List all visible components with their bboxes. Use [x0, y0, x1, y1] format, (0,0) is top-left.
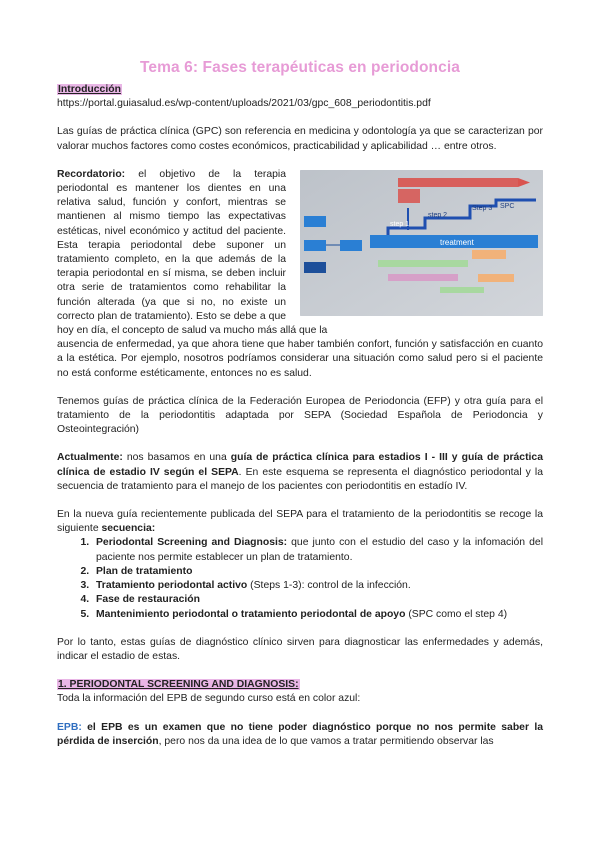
list-item-bold: Fase de restauración — [96, 594, 200, 606]
section1-subtitle: Toda la información del EPB de segundo curso está en color azul: — [57, 693, 361, 705]
list-item — [92, 536, 543, 564]
nueva-text: En la nueva guía recientemente publicada del SEPA para el tratamiento de la periodontitis se recoge la siguiente — [57, 509, 543, 535]
step3-label: Step 3 — [472, 204, 493, 212]
step1-label: step 1 — [390, 220, 410, 228]
actual-label: Actualmente: — [57, 452, 123, 464]
paragraph-nueva-guia — [57, 508, 543, 536]
list-item — [92, 565, 543, 579]
paragraph-por-lo-tanto: Por lo tanto, estas guías de diagnóstico clínico sirven para diagnosticar las enfermedades y además, indicar el estadio de estas. — [57, 636, 543, 662]
recordatorio-text: el objetivo de la terapia periodontal es mantener los dientes en una relativa salud, función y confort, mientras se mantienen al mismo tiempo las expectativas estéticas, nivel económico y actitud del paciente. Esta terapia periodontal debe suponer un tratamiento completo, en la que además de la terapia periodontal en sí misma, se deben incluir otra serie de tratamientos como rehabilitar la función alterada (ya que si no, no existe un correcto plan de tratamiento). Esto se debe a que hoy en día, el concepto de salud va mucho más allá que la — [57, 168, 328, 337]
document-page — [57, 58, 543, 749]
actual-bold: guía de práctica clínica para estadios I - III y guía de práctica clínica de estadio IV según el SEPA — [57, 452, 543, 478]
list-item — [92, 608, 543, 622]
spc-label: SPC — [500, 202, 515, 210]
nueva-bold: secuencia: — [101, 523, 156, 535]
section1-heading: 1. PERIODONTAL SCREENING AND DIAGNOSIS: — [58, 679, 299, 691]
list-item-bold: Mantenimiento periodontal o tratamiento periodontal de apoyo — [96, 608, 406, 620]
treatment-label: treatment — [440, 237, 474, 247]
intro-heading: Introducción — [58, 84, 121, 95]
list-item-text: que junto con el estudio del caso y la infomación del paciente nos permite establecer un plan de tratamiento. — [96, 537, 543, 563]
list-item — [92, 579, 543, 593]
list-item-bold: Periodontal Screening and Diagnosis: — [96, 537, 288, 549]
recordatorio-label: Recordatorio: — [57, 168, 126, 180]
paragraph-actualmente — [57, 451, 543, 494]
step2-label: step 2 — [428, 211, 448, 219]
list-item-text: (SPC como el step 4) — [405, 608, 508, 620]
epb-bold: el EPB es un examen que no tiene poder diagnóstico porque no nos permite saber la pérdida de inserción — [57, 721, 543, 747]
treatment-diagram — [300, 170, 543, 316]
intro-url[interactable]: https://portal.guiasalud.es/wp-content/uploads/2021/03/gpc_608_periodontitis.pdf — [57, 98, 431, 110]
recordatorio-block — [57, 168, 543, 381]
list-item-bold: Plan de tratamiento — [96, 565, 193, 577]
actual-text-2: . En este esquema se representa el diagnóstico periodontal y la secuencia de tratamiento para el manejo de los pacientes con periodontitis en estadío IV. — [57, 466, 543, 492]
paragraph-epb — [57, 721, 543, 749]
epb-text: , pero nos da una idea de lo que vamos a tratar permitiendo observar las — [158, 735, 494, 747]
list-item — [92, 593, 543, 607]
paragraph-guias: Las guías de práctica clínica (GPC) son referencia en medicina y odontología ya que se caracterizan por valorar muchos factores como costes económicos, practicabilidad y aplicabilidad … entre otros. — [57, 126, 543, 152]
list-item-text: (Steps 1-3): control de la infección. — [247, 580, 411, 592]
paragraph-efp: Tenemos guías de práctica clínica de la Federación Europea de Periodoncia (EFP) y otra guía para el tratamiento de la periodontitis adaptada por SEPA (Sociedad Española de Periodoncia y Osteointegración) — [57, 395, 543, 436]
recordatorio-continuation: ausencia de enfermedad, ya que ahora tiene que haber también confort, función y satisfacción en cuanto a la estética. Por ejemplo, nosotros podríamos considerar una situación como salud pero si el paciente no está conforme estéticamente, entonces no es salud. — [57, 339, 543, 379]
epb-label: EPB: — [57, 721, 82, 733]
page-title: Tema 6: Fases terapéuticas en periodoncia — [140, 59, 460, 76]
treatment-steps-figure — [300, 170, 543, 316]
sequence-list — [57, 536, 543, 621]
actual-text-1: nos basamos en una — [122, 452, 231, 464]
list-item-bold: Tratamiento periodontal activo — [96, 580, 248, 592]
